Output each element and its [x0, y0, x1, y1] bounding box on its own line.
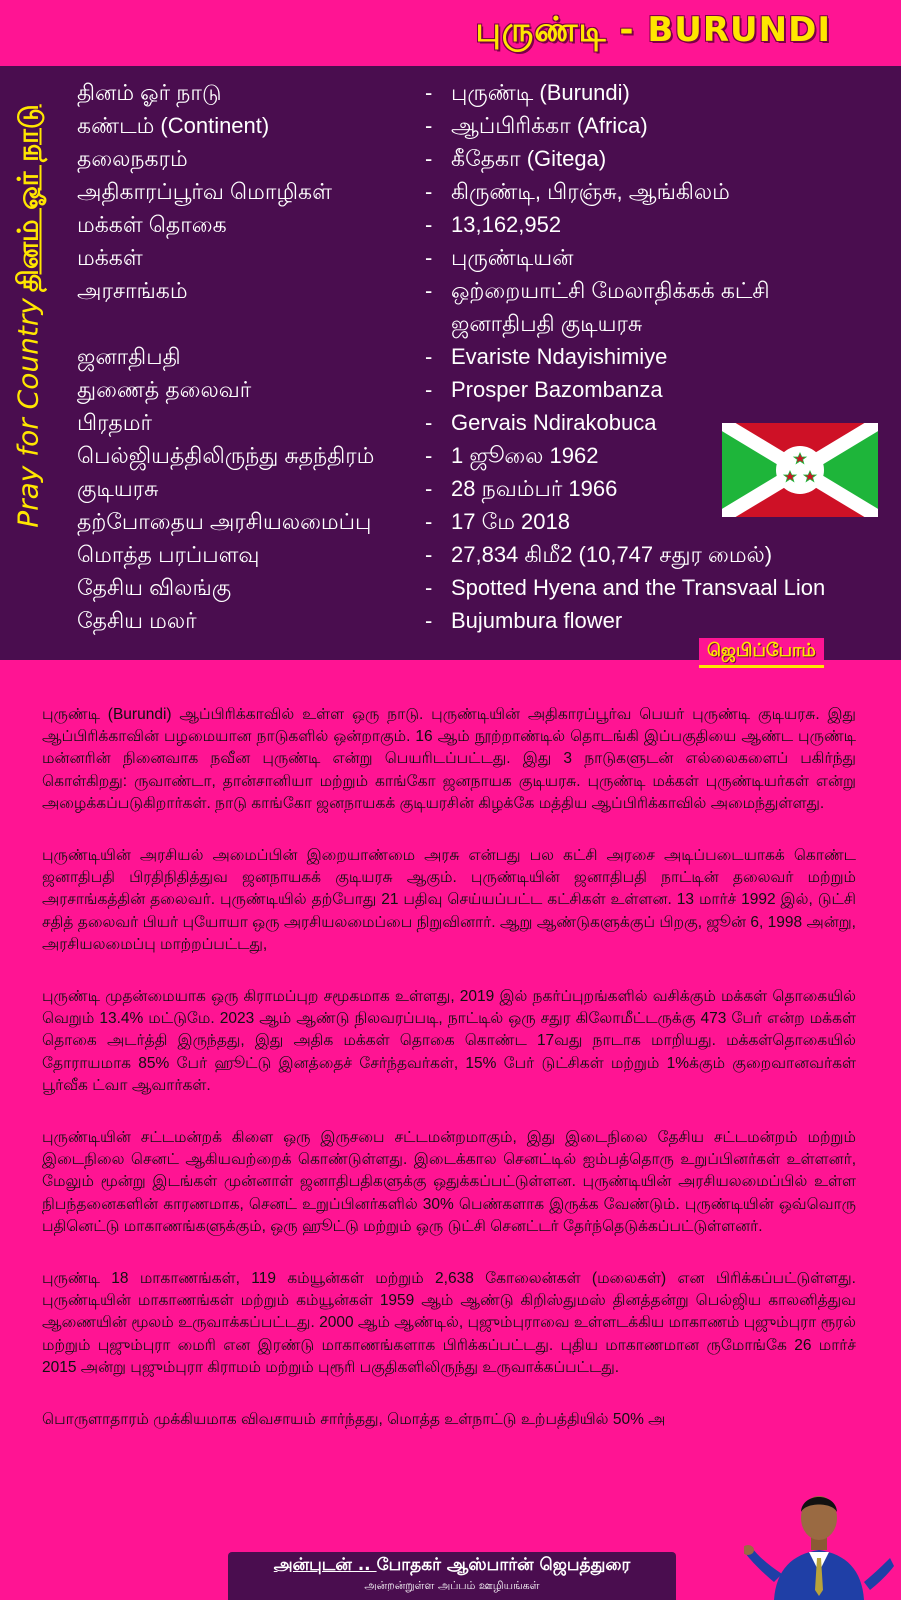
fact-value: ஆப்பிரிக்கா (Africa) [451, 113, 648, 138]
fact-dash: - [425, 608, 433, 633]
pray-badge: ஜெபிப்போம் [699, 638, 824, 668]
fact-value: 27,834 கிமீ2 (10,747 சதுர மைல்) [451, 542, 773, 567]
fact-label: ஜனாதிபதி [77, 344, 181, 369]
signature-footer [228, 1552, 676, 1600]
fact-label: தேசிய மலர் [77, 608, 197, 633]
fact-label: அதிகாரப்பூர்வ மொழிகள் [77, 179, 332, 204]
fact-label: மக்கள் [77, 245, 143, 270]
fact-dash: - [425, 344, 433, 369]
article-paragraph: புருண்டியின் அரசியல் அமைப்பின் இறையாண்மை அரசு என்பது பல கட்சி அரசை அடிப்படையாகக் கொண்ட ஜனாதிபதி பிரதிநிதித்துவ ஜனநாயகக் குடியரசு ஆகும். புருண்டியின் ஜனாதிபதி நாட்டின் தலைவர் மற்றும் அரசாங்கத்தின் தலைவர். புருண்டியில் தற்போது 21 பதிவு செய்யப்பட்ட கட்சிகள் உள்ளன. 13 மார்ச் 1992 இல், டுட்சி சதித் தலைவர் பியர் புயோயா ஒரு அரசியலமைப்பை நிறுவினார். ஆறு ஆண்டுகளுக்குப் பிறகு, ஜூன் 6, 1998 அன்று, அரசியலமைப்பு மாற்றப்பட்டது, [42, 847, 856, 953]
fact-value: 13,162,952 [451, 212, 562, 237]
fact-dash: - [425, 146, 433, 171]
fact-dash: - [425, 410, 433, 435]
fact-dash: - [425, 245, 433, 270]
article-body [42, 704, 856, 1461]
fact-label: பெல்ஜியத்திலிருந்து சுதந்திரம் [77, 443, 375, 468]
fact-value: 28 நவம்பர் 1966 [451, 476, 618, 501]
fact-label: மொத்த பரப்பளவு [77, 542, 260, 567]
article-paragraph: பொருளாதாரம் முக்கியமாக விவசாயம் சார்ந்தது, மொத்த உள்நாட்டு உற்பத்தியில் 50% அ [42, 1411, 666, 1429]
fact-label: தினம் ஓர் நாடு [77, 80, 222, 105]
fact-value: Bujumbura flower [451, 608, 623, 633]
fact-value: ஒற்றையாட்சி மேலாதிக்கக் கட்சி [451, 278, 770, 303]
vertical-banner-ta: தினம் ஓர் நாடு [11, 104, 45, 293]
signature-prefix: அன்புடன் .. [273, 1555, 377, 1575]
fact-dash: - [425, 80, 433, 105]
article-paragraph: புருண்டி 18 மாகாணங்கள், 119 கம்யூன்கள் மற்றும் 2,638 கோலைன்கள் (மலைகள்) என பிரிக்கப்பட்டுள்ளது. புருண்டியின் மாகாணங்கள் மற்றும் கம்யூன்கள் 1959 ஆம் ஆண்டு கிறிஸ்துமஸ் தினத்தன்று பெல்ஜிய காலனித்துவ ஆணையின் மூலம் உருவாக்கப்பட்டது. 2000 ஆம் ஆண்டில், புஜும்புராவை உள்ளடக்கிய மாகாணம் புஜும்புரா ரூரல் மற்றும் புஜும்புரா மைரி என இரண்டு மாகாணங்களாக பிரிக்கப்பட்டது. புதிய மாகாணமான ருமோங்கே 26 மார்ச் 2015 அன்று புஜும்புரா கிராமம் மற்றும் புரூரி பகுதிகளிலிருந்து உருவாக்கப்பட்டது. [42, 1270, 856, 1376]
fact-dash: - [425, 113, 433, 138]
fact-value: ஜனாதிபதி குடியரசு [451, 311, 643, 336]
fact-dash: - [425, 212, 433, 237]
signature-name: போதகர் ஆஸ்பார்ன் ஜெபத்துரை [376, 1555, 631, 1575]
fact-dash: - [425, 179, 433, 204]
fact-value: 17 மே 2018 [451, 509, 570, 534]
vertical-banner [8, 86, 52, 546]
fact-value: Gervais Ndirakobuca [451, 410, 657, 435]
fact-label: தற்போதைய அரசியலமைப்பு [77, 509, 372, 534]
fact-label: தலைநகரம் [77, 146, 188, 171]
fact-value: 1 ஜூலை 1962 [451, 443, 599, 468]
fact-label: பிரதமர் [77, 410, 152, 435]
fact-value: கீதேகா (Gitega) [451, 146, 607, 171]
fact-dash: - [425, 476, 433, 501]
fact-label: கண்டம் (Continent) [77, 113, 270, 138]
signature [228, 1552, 676, 1577]
fact-label: மக்கள் தொகை [77, 212, 227, 237]
fact-value: புருண்டி (Burundi) [451, 80, 630, 105]
fact-dash: - [425, 377, 433, 402]
fact-label: தேசிய விலங்கு [77, 575, 232, 600]
page-title: புருண்டி - BURUNDI [475, 10, 831, 50]
fact-value: Evariste Ndayishimiye [451, 344, 668, 369]
fact-dash: - [425, 542, 433, 567]
article-paragraph: புருண்டி (Burundi) ஆப்பிரிக்காவில் உள்ள ஒரு நாடு. புருண்டியின் அதிகாரப்பூர்வ பெயர் புருண்டி குடியரசு. இது ஆப்பிரிக்காவின் பழமையான நாடுகளில் ஒன்றாகும். 16 ஆம் நூற்றாண்டில் தொடங்கி இப்பகுதியை ஆண்ட புருண்டி மன்னரின் நினைவாக நவீன புருண்டி என்று பெயரிடப்பட்டது. இது 3 நாடுகளுடன் எல்லைகளைப் பகிர்ந்து கொள்கிறது: ருவாண்டா, தான்சானியா மற்றும் காங்கோ ஜனநாயக குடியரசு. புருண்டி மக்கள் புருண்டியர்கள் என்று அழைக்கப்படுகிறார்கள். நாடு காங்கோ ஜனநாயகக் குடியரசின் கிழக்கே மத்திய ஆப்பிரிக்காவில் அமைந்துள்ளது. [42, 706, 856, 812]
fact-value: Prosper Bazombanza [451, 377, 663, 402]
article-paragraph: புருண்டியின் சட்டமன்றக் கிளை ஒரு இருசபை சட்டமன்றமாகும், இது இடைநிலை தேசிய சட்டமன்றம் மற்றும் இடைநிலை செனட் ஆகியவற்றைக் கொண்டுள்ளது. இடைக்கால செனட்டில் ஐம்பத்தொரு உறுப்பினர்கள் உள்ளனர், மேலும் மூன்று இடங்கள் முன்னாள் ஜனாதிபதிகளுக்கு ஒதுக்கப்பட்டுள்ளன. புருண்டியின் அரசியலமைப்பில் உள்ள நிபந்தனைகளின் காரணமாக, செனட் உறுப்பினர்களில் 30% பெண்களாக இருக்க வேண்டும். புருண்டியின் ஒவ்வொரு பதினெட்டு மாகாணங்களுக்கும், ஒரு ஹூட்டு மற்றும் ஒரு டுட்சி செனட்டர் தேர்ந்தெடுக்கப்பட்டுள்ளனர். [42, 1129, 856, 1235]
fact-dash: - [425, 575, 433, 600]
fact-dash: - [425, 509, 433, 534]
fact-dash: - [425, 443, 433, 468]
ministry-name: அன்றன்றுள்ள அப்பம் ஊழியங்கள் [364, 1579, 540, 1592]
vertical-banner-en: Pray for Country [11, 298, 45, 528]
fact-value: கிருண்டி, பிரஞ்சு, ஆங்கிலம் [451, 179, 730, 204]
fact-label: குடியரசு [77, 476, 159, 501]
burundi-flag-icon [722, 423, 878, 517]
pastor-photo [744, 1462, 894, 1600]
article-paragraph: புருண்டி முதன்மையாக ஒரு கிராமப்புற சமூகமாக உள்ளது, 2019 இல் நகர்ப்புறங்களில் வசிக்கும் மக்கள் தொகையில் வெறும் 13.4% மட்டுமே. 2023 ஆம் ஆண்டு நிலவரப்படி, நாட்டில் ஒரு சதுர கிலோமீட்டருக்கு 473 பேர் என்ற மக்கள் தொகை அடர்த்தி இருந்தது, இது அதிக மக்கள் தொகை கொண்ட 17வது நாடாக மாறியது. மக்கள்தொகையில் தோராயமாக 85% பேர் ஹூட்டு இனத்தைச் சேர்ந்தவர்கள், 15% பேர் டுட்சிகள் மற்றும் 1%க்கும் குறைவானவர்கள் பூர்வீக ட்வா ஆவார்கள். [42, 988, 856, 1094]
fact-label: அரசாங்கம் [77, 278, 188, 303]
fact-label: துணைத் தலைவர் [77, 377, 252, 402]
fact-dash: - [425, 278, 433, 303]
fact-value: புருண்டியன் [451, 245, 574, 270]
fact-value: Spotted Hyena and the Transvaal Lion [451, 575, 826, 600]
